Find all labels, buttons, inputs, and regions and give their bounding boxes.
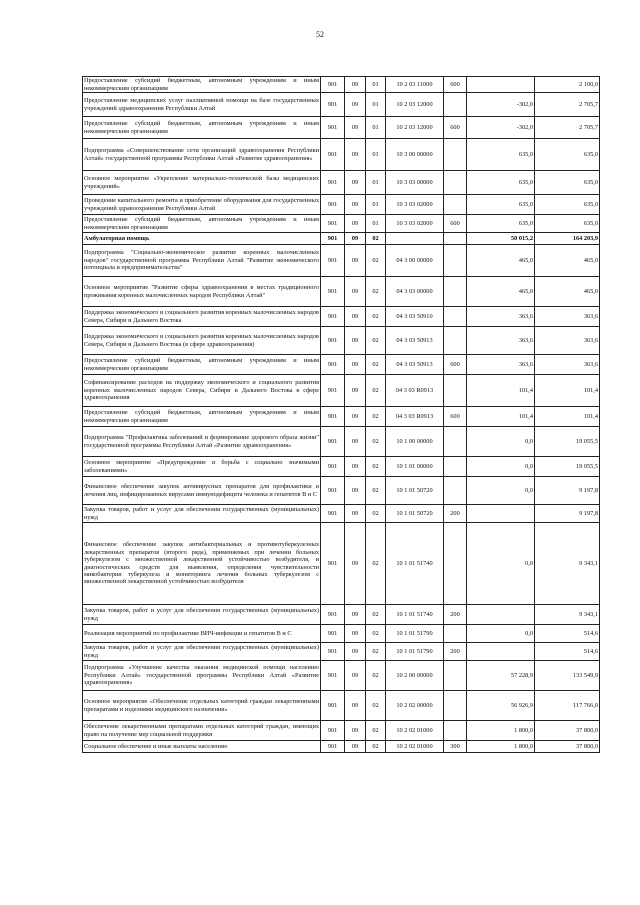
section-code-cell: 09 xyxy=(345,327,366,355)
target-article-cell: 10 1 01 50720 xyxy=(386,505,444,523)
ministry-code-cell: 901 xyxy=(321,277,345,307)
ministry-code-cell: 901 xyxy=(321,427,345,457)
expense-type-cell xyxy=(444,661,467,691)
target-article-cell: 10 1 01 51740 xyxy=(386,605,444,625)
table-row xyxy=(83,457,600,477)
amount-total-cell: 37 800,0 xyxy=(535,721,600,741)
subsection-code-cell: 01 xyxy=(366,215,386,233)
row-name-cell: Закупка товаров, работ и услуг для обеспечения государственных (муниципальных) нужд xyxy=(83,605,321,625)
section-code-cell: 09 xyxy=(345,117,366,139)
section-code-cell: 09 xyxy=(345,139,366,171)
table-row xyxy=(83,215,600,233)
section-code-cell: 09 xyxy=(345,277,366,307)
table-row xyxy=(83,277,600,307)
subsection-code-cell: 02 xyxy=(366,691,386,721)
table-row xyxy=(83,477,600,505)
amount-change-cell: 363,6 xyxy=(467,327,535,355)
ministry-code-cell: 901 xyxy=(321,233,345,245)
row-name-cell: Основное мероприятие «Укрепление материально-технической базы медицинских учреждений» xyxy=(83,171,321,195)
ministry-code-cell: 901 xyxy=(321,117,345,139)
row-name-cell: Подпрограмма «Совершенствование сети организаций здравоохранения Республики Алтай» государственной программы Республики Алтай «Развитие здравоохранения» xyxy=(83,139,321,171)
amount-change-cell: -302,0 xyxy=(467,117,535,139)
amount-change-cell: 1 800,0 xyxy=(467,721,535,741)
ministry-code-cell: 901 xyxy=(321,307,345,327)
amount-change-cell: 635,0 xyxy=(467,215,535,233)
amount-total-cell: 2 100,0 xyxy=(535,77,600,93)
amount-total-cell: 9 343,1 xyxy=(535,605,600,625)
table-row xyxy=(83,661,600,691)
row-name-cell: Софинансирование расходов на поддержку экономического и социального развития коренных малочисленных народов Севера, Сибири и Дальнего Востока в сфере здравоохранения xyxy=(83,375,321,407)
table-row xyxy=(83,407,600,427)
target-article-cell: 10 3 00 00000 xyxy=(386,139,444,171)
amount-change-cell xyxy=(467,505,535,523)
target-article-cell: 10 2 03 12000 xyxy=(386,117,444,139)
expense-type-cell: 200 xyxy=(444,505,467,523)
expense-type-cell: 600 xyxy=(444,407,467,427)
expense-type-cell xyxy=(444,233,467,245)
subsection-code-cell: 02 xyxy=(366,375,386,407)
section-code-cell: 09 xyxy=(345,407,366,427)
expense-type-cell xyxy=(444,721,467,741)
table-row xyxy=(83,505,600,523)
subsection-code-cell: 01 xyxy=(366,117,386,139)
row-name-cell: Подпрограмма «Улучшение качества оказания медицинской помощи населению Республики Алтай» государственной программы Республики Алтай «Развитие здравоохранения» xyxy=(83,661,321,691)
row-name-cell: Предоставление субсидий бюджетным, автономным учреждениям и иным некоммерческим организациям xyxy=(84,216,319,231)
subsection-code-cell: 02 xyxy=(366,625,386,643)
subsection-code-cell: 02 xyxy=(366,523,386,605)
section-code-cell: 09 xyxy=(345,625,366,643)
ministry-code-cell: 901 xyxy=(321,691,345,721)
amount-change-cell: 50 015,2 xyxy=(467,233,535,245)
ministry-code-cell: 901 xyxy=(321,643,345,661)
section-code-cell: 09 xyxy=(345,427,366,457)
table-row xyxy=(83,375,600,407)
amount-total-cell: 635,0 xyxy=(535,195,600,215)
expense-type-cell xyxy=(444,195,467,215)
table-row xyxy=(83,195,600,215)
target-article-cell: 10 1 01 50720 xyxy=(386,477,444,505)
target-article-cell: 10 3 03 00000 xyxy=(386,171,444,195)
expense-type-cell xyxy=(444,375,467,407)
amount-change-cell: 635,0 xyxy=(467,171,535,195)
table-row xyxy=(83,523,600,605)
table-row xyxy=(83,741,600,753)
section-code-cell: 09 xyxy=(345,661,366,691)
table-row xyxy=(83,625,600,643)
row-name-cell: Реализация мероприятий по профилактике ВИЧ-инфекции и гепатитов В и С xyxy=(83,625,321,643)
expense-type-cell: 300 xyxy=(444,741,467,753)
subsection-code-cell: 02 xyxy=(366,741,386,753)
amount-total-cell: 9 197,8 xyxy=(535,505,600,523)
section-code-cell: 09 xyxy=(345,77,366,93)
amount-total-cell: 465,0 xyxy=(535,277,600,307)
ministry-code-cell: 901 xyxy=(321,661,345,691)
subsection-code-cell: 01 xyxy=(366,93,386,117)
amount-total-cell: 635,0 xyxy=(535,139,600,171)
amount-change-cell: 0,0 xyxy=(467,457,535,477)
amount-total-cell: 514,6 xyxy=(535,625,600,643)
amount-total-cell: 635,0 xyxy=(535,215,600,233)
table-row xyxy=(83,245,600,277)
section-code-cell: 09 xyxy=(345,691,366,721)
expense-type-cell xyxy=(444,427,467,457)
amount-total-cell: 19 055,5 xyxy=(535,457,600,477)
amount-change-cell: 0,0 xyxy=(467,477,535,505)
table-row xyxy=(83,93,600,117)
expense-type-cell: 600 xyxy=(444,355,467,375)
ministry-code-cell: 901 xyxy=(321,139,345,171)
section-code-cell: 09 xyxy=(345,721,366,741)
amount-change-cell: -302,0 xyxy=(467,93,535,117)
target-article-cell: 04 3 03 50910 xyxy=(386,307,444,327)
target-article-cell: 10 1 00 00000 xyxy=(386,427,444,457)
ministry-code-cell: 901 xyxy=(321,93,345,117)
section-code-cell: 09 xyxy=(345,375,366,407)
amount-change-cell xyxy=(467,605,535,625)
ministry-code-cell: 901 xyxy=(321,741,345,753)
row-name-cell: Предоставление субсидий бюджетным, автономным учреждениям и иным некоммерческим организациям xyxy=(83,407,321,427)
section-code-cell: 09 xyxy=(345,233,366,245)
table-row xyxy=(83,355,600,375)
table-row xyxy=(83,117,600,139)
row-name-cell: Основное мероприятие «Обеспечение отдельных категорий граждан лекарственными препаратами и изделиями медицинского назначения» xyxy=(83,691,321,721)
row-name-cell: Предоставление субсидий бюджетным, автономным учреждениям и иным некоммерческим организациям xyxy=(83,117,321,139)
subsection-code-cell: 02 xyxy=(366,355,386,375)
budget-table-body xyxy=(83,77,600,753)
page-number: 52 xyxy=(316,30,324,39)
expense-type-cell xyxy=(444,93,467,117)
expense-type-cell: 600 xyxy=(444,117,467,139)
target-article-cell: 10 2 03 12000 xyxy=(386,93,444,117)
target-article-cell: 10 2 03 11000 xyxy=(386,77,444,93)
row-name-cell: Социальное обеспечение и иные выплаты населению xyxy=(83,741,321,753)
table-row xyxy=(83,139,600,171)
ministry-code-cell: 901 xyxy=(321,77,345,93)
amount-total-cell: 363,6 xyxy=(535,307,600,327)
section-code-cell: 09 xyxy=(345,643,366,661)
subsection-code-cell: 01 xyxy=(366,171,386,195)
amount-change-cell: 56 926,9 xyxy=(467,691,535,721)
amount-total-cell: 9 197,8 xyxy=(535,477,600,505)
ministry-code-cell: 901 xyxy=(321,171,345,195)
ministry-code-cell: 901 xyxy=(321,721,345,741)
section-code-cell: 09 xyxy=(345,245,366,277)
expense-type-cell xyxy=(444,523,467,605)
row-name-cell: Проведение капитального ремонта и приобретение оборудования для государственных учреждений здравоохранения Республики Алтай xyxy=(83,195,321,215)
amount-total-cell: 101,4 xyxy=(535,375,600,407)
row-name-cell: Поддержка экономического и социального развития коренных малочисленных народов Севера, Сибири и Дальнего Востока (в сфере здравоохранения) xyxy=(83,327,321,355)
amount-change-cell: 0,0 xyxy=(467,427,535,457)
amount-total-cell: 19 055,5 xyxy=(535,427,600,457)
expense-type-cell xyxy=(444,691,467,721)
target-article-cell: 10 1 01 51790 xyxy=(386,643,444,661)
subsection-code-cell: 02 xyxy=(366,605,386,625)
row-name-cell: Предоставление субсидий бюджетным, автономным учреждениям и иным некоммерческим организациям xyxy=(84,77,319,92)
target-article-cell: 10 2 02 00000 xyxy=(386,691,444,721)
table-row xyxy=(83,605,600,625)
row-name-cell: Обеспечение лекарственными препаратами отдельных категорий граждан, имеющих право на получение мер социальной поддержки xyxy=(83,721,321,741)
section-code-cell: 09 xyxy=(345,605,366,625)
expense-type-cell xyxy=(444,327,467,355)
amount-total-cell: 117 766,0 xyxy=(535,691,600,721)
target-article-cell: 10 1 01 00000 xyxy=(386,457,444,477)
section-code-cell: 09 xyxy=(345,355,366,375)
amount-change-cell xyxy=(467,77,535,93)
amount-total-cell: 133 549,9 xyxy=(535,661,600,691)
section-code-cell: 09 xyxy=(345,741,366,753)
target-article-cell: 10 2 00 00000 xyxy=(386,661,444,691)
row-name-cell: Предоставление субсидий бюджетным, автономным учреждениям и иным некоммерческим организациям xyxy=(83,355,321,375)
subsection-code-cell: 02 xyxy=(366,277,386,307)
ministry-code-cell: 901 xyxy=(321,625,345,643)
table-row xyxy=(83,643,600,661)
ministry-code-cell: 901 xyxy=(321,375,345,407)
amount-total-cell: 101,4 xyxy=(535,407,600,427)
amount-total-cell: 164 203,9 xyxy=(535,233,600,245)
ministry-code-cell: 901 xyxy=(321,605,345,625)
ministry-code-cell: 901 xyxy=(321,355,345,375)
row-name-cell: Подпрограмма "Профилактика заболеваний и формирование здорового образа жизни" государственной программы Республики Алтай «Развитие здравоохранения» xyxy=(83,427,321,457)
amount-change-cell: 363,6 xyxy=(467,355,535,375)
amount-change-cell: 635,0 xyxy=(467,139,535,171)
ministry-code-cell: 901 xyxy=(321,407,345,427)
ministry-code-cell: 901 xyxy=(321,215,345,233)
amount-total-cell: 2 705,7 xyxy=(535,117,600,139)
amount-total-cell: 37 800,0 xyxy=(535,741,600,753)
target-article-cell: 10 1 01 51790 xyxy=(386,625,444,643)
subsection-code-cell: 02 xyxy=(366,477,386,505)
target-article-cell: 04 3 03 00000 xyxy=(386,277,444,307)
amount-change-cell: 101,4 xyxy=(467,407,535,427)
subsection-code-cell: 02 xyxy=(366,661,386,691)
amount-total-cell: 514,6 xyxy=(535,643,600,661)
subsection-code-cell: 02 xyxy=(366,327,386,355)
expense-type-cell xyxy=(444,171,467,195)
target-article-cell: 10 3 03 02000 xyxy=(386,215,444,233)
amount-total-cell: 465,0 xyxy=(535,245,600,277)
expense-type-cell: 600 xyxy=(444,77,467,93)
ministry-code-cell: 901 xyxy=(321,327,345,355)
amount-change-cell: 465,0 xyxy=(467,245,535,277)
subsection-code-cell: 02 xyxy=(366,457,386,477)
subsection-code-cell: 01 xyxy=(366,195,386,215)
amount-total-cell: 363,6 xyxy=(535,355,600,375)
row-name-cell: Закупка товаров, работ и услуг для обеспечения государственных (муниципальных) нужд xyxy=(84,644,319,659)
ministry-code-cell: 901 xyxy=(321,245,345,277)
amount-change-cell: 635,0 xyxy=(467,195,535,215)
subsection-code-cell: 02 xyxy=(366,245,386,277)
amount-change-cell: 1 800,0 xyxy=(467,741,535,753)
section-code-cell: 09 xyxy=(345,93,366,117)
budget-table xyxy=(82,76,600,753)
target-article-cell: 04 3 03 50913 xyxy=(386,327,444,355)
section-code-cell: 09 xyxy=(345,215,366,233)
section-code-cell: 09 xyxy=(345,457,366,477)
row-name-cell: Амбулаторная помощь xyxy=(83,233,321,245)
subsection-code-cell: 02 xyxy=(366,407,386,427)
row-name-cell: Закупка товаров, работ и услуг для обеспечения государственных (муниципальных) нужд xyxy=(84,506,319,521)
subsection-code-cell: 02 xyxy=(366,427,386,457)
table-row xyxy=(83,327,600,355)
row-name-cell: Основное мероприятие «Предупреждение и борьба с социально значимыми заболеваниями» xyxy=(83,457,321,477)
amount-change-cell: 0,0 xyxy=(467,625,535,643)
amount-total-cell: 9 343,1 xyxy=(535,523,600,605)
amount-change-cell: 465,0 xyxy=(467,277,535,307)
section-code-cell: 09 xyxy=(345,307,366,327)
expense-type-cell: 600 xyxy=(444,215,467,233)
subsection-code-cell: 02 xyxy=(366,505,386,523)
ministry-code-cell: 901 xyxy=(321,457,345,477)
amount-change-cell: 0,0 xyxy=(467,523,535,605)
section-code-cell: 09 xyxy=(345,523,366,605)
expense-type-cell xyxy=(444,139,467,171)
table-row xyxy=(83,233,600,245)
table-row xyxy=(83,77,600,93)
ministry-code-cell: 901 xyxy=(321,523,345,605)
amount-change-cell xyxy=(467,643,535,661)
subsection-code-cell: 01 xyxy=(366,77,386,93)
target-article-cell: 04 3 03 R0913 xyxy=(386,407,444,427)
row-name-cell: Финансовое обеспечение закупок антивирусных препаратов для профилактики и лечения лиц, инфицированных вирусами иммунодефицита человека и гепатитов В и С xyxy=(83,477,321,505)
subsection-code-cell: 02 xyxy=(366,307,386,327)
target-article-cell xyxy=(386,233,444,245)
expense-type-cell xyxy=(444,457,467,477)
amount-total-cell: 635,0 xyxy=(535,171,600,195)
subsection-code-cell: 01 xyxy=(366,139,386,171)
row-name-cell: Финансовое обеспечение закупок антибактериальных и противотуберкулезных лекарственных препаратов (второго ряда), применяемых при лечении больных туберкулезом с множественной лекарственной устойчивостью возбудителя, и диагностических средств для выявления, определения чувствительности микобактерии туберкулеза и мониторинга лечения больных туберкулезом с множественной лекарственной устойчивостью возбудителя xyxy=(83,523,321,605)
target-article-cell: 10 2 02 01000 xyxy=(386,721,444,741)
target-article-cell: 10 2 02 01000 xyxy=(386,741,444,753)
amount-total-cell: 2 705,7 xyxy=(535,93,600,117)
table-row xyxy=(83,171,600,195)
section-code-cell: 09 xyxy=(345,505,366,523)
expense-type-cell xyxy=(444,277,467,307)
section-code-cell: 09 xyxy=(345,171,366,195)
ministry-code-cell: 901 xyxy=(321,477,345,505)
section-code-cell: 09 xyxy=(345,477,366,505)
amount-change-cell: 57 228,9 xyxy=(467,661,535,691)
expense-type-cell xyxy=(444,307,467,327)
expense-type-cell xyxy=(444,477,467,505)
row-name-cell: Подпрограмма "Социально-экономическое развитие коренных малочисленных народов" государственной программы Республики Алтай "Развитие экономического потенциала и предпринимательства" xyxy=(83,245,321,277)
table-row xyxy=(83,721,600,741)
subsection-code-cell: 02 xyxy=(366,233,386,245)
table-row xyxy=(83,427,600,457)
section-code-cell: 09 xyxy=(345,195,366,215)
row-name-cell: Предоставление медицинских услуг паллиативной помощи на базе государственных учреждений здравоохранения Республики Алтай xyxy=(83,93,321,117)
ministry-code-cell: 901 xyxy=(321,505,345,523)
amount-change-cell: 363,6 xyxy=(467,307,535,327)
target-article-cell: 10 3 03 02000 xyxy=(386,195,444,215)
amount-total-cell: 363,6 xyxy=(535,327,600,355)
expense-type-cell xyxy=(444,245,467,277)
expense-type-cell xyxy=(444,625,467,643)
subsection-code-cell: 02 xyxy=(366,721,386,741)
expense-type-cell: 200 xyxy=(444,605,467,625)
row-name-cell: Основное мероприятие "Развитие сферы здравоохранения в местах традиционного проживания коренных малочисленных народов Республики Алтай" xyxy=(83,277,321,307)
table-row xyxy=(83,307,600,327)
expense-type-cell: 200 xyxy=(444,643,467,661)
ministry-code-cell: 901 xyxy=(321,195,345,215)
target-article-cell: 04 3 03 50913 xyxy=(386,355,444,375)
row-name-cell: Поддержка экономического и социального развития коренных малочисленных народов Севера, Сибири и Дальнего Востока xyxy=(83,307,321,327)
table-row xyxy=(83,691,600,721)
subsection-code-cell: 02 xyxy=(366,643,386,661)
amount-change-cell: 101,4 xyxy=(467,375,535,407)
target-article-cell: 04 3 03 R0913 xyxy=(386,375,444,407)
target-article-cell: 10 1 01 51740 xyxy=(386,523,444,605)
target-article-cell: 04 3 00 00000 xyxy=(386,245,444,277)
